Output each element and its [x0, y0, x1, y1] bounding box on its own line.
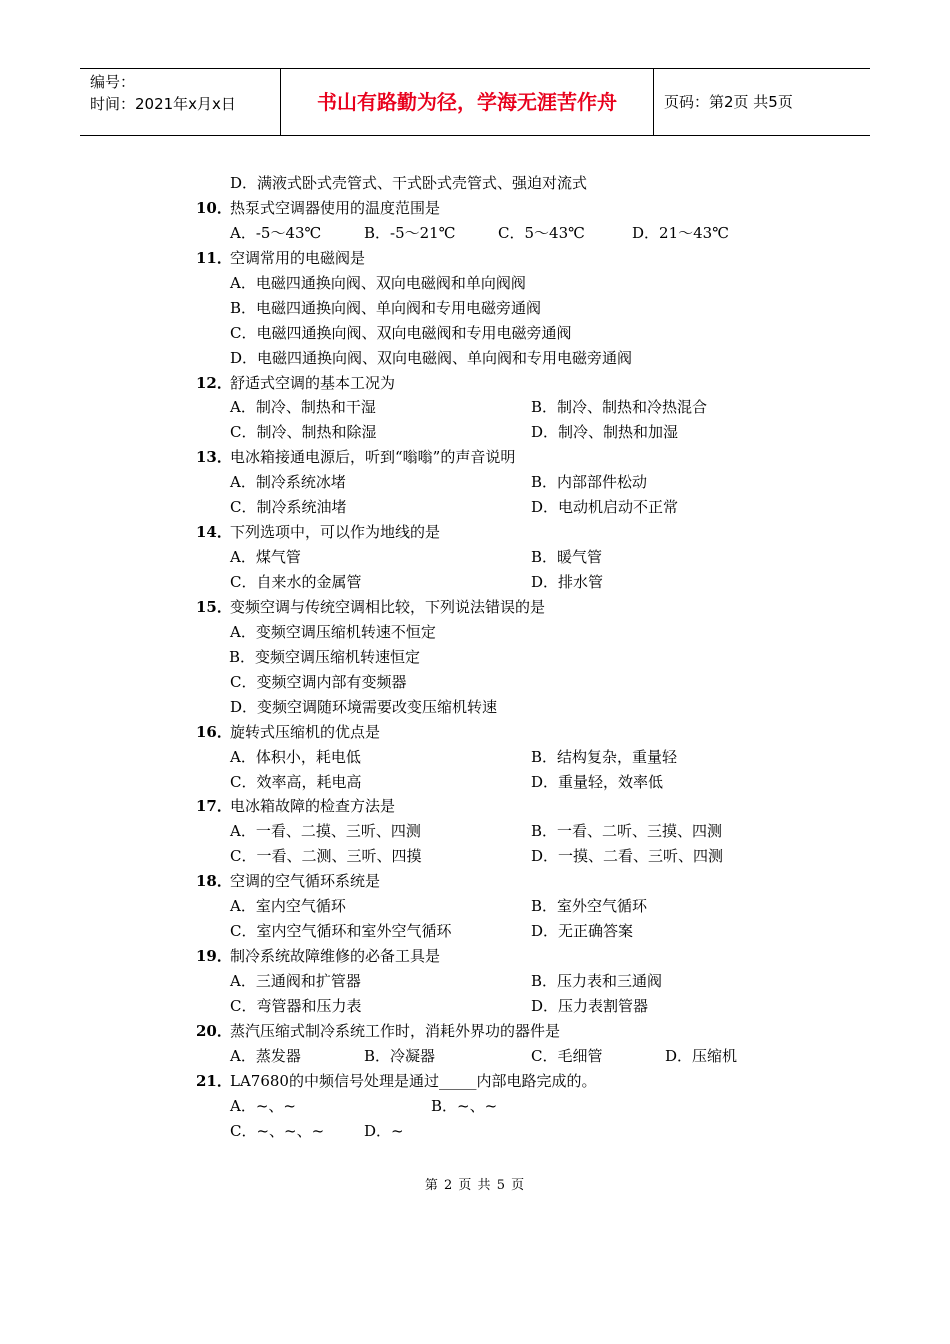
option-line — [0, 1119, 950, 1144]
option-a: A．制冷、制热和干湿 — [230, 398, 376, 417]
option-c: C．一看、二测、三听、四摸 — [230, 847, 422, 866]
option-d: D．排水管 — [531, 573, 604, 591]
option-line — [0, 670, 950, 695]
question-text: 电冰箱接通电源后，听到“嗡嗡”的声音说明 — [230, 448, 516, 467]
option-line — [0, 271, 950, 296]
question-13 — [0, 445, 950, 470]
question-number: 16． — [196, 722, 232, 741]
option-line — [0, 171, 950, 196]
question-19 — [0, 944, 950, 969]
option-line — [0, 919, 950, 944]
option-a: A．制冷系统冰堵 — [230, 473, 346, 492]
option-d: D．一摸、二看、三听、四测 — [531, 847, 724, 866]
question-15 — [0, 595, 950, 620]
option-c: C．毛细管 — [531, 1046, 603, 1065]
option-c: C．制冷、制热和除湿 — [230, 423, 377, 442]
question-number: 15． — [196, 597, 232, 616]
option-a: A．变频空调压缩机转速不恒定 — [230, 622, 436, 641]
question-text: 电冰箱故障的检查方法是 — [230, 797, 396, 816]
option-line — [0, 994, 950, 1019]
question-text: 变频空调与传统空调相比较，下列说法错误的是 — [230, 597, 546, 616]
number-label: 编号： — [90, 73, 136, 91]
question-text: LA7680的中频信号处理是通过_____内部电路完成的。 — [230, 1071, 597, 1090]
question-12 — [0, 371, 950, 396]
question-number: 11． — [196, 248, 232, 267]
page-footer: 第 2 页 共 5 页 — [424, 1178, 526, 1193]
question-20 — [0, 1019, 950, 1044]
question-number: 14． — [196, 523, 232, 542]
header-meta — [80, 69, 281, 135]
option-line — [0, 745, 950, 770]
option-line — [0, 420, 950, 445]
option-line — [0, 545, 950, 570]
option-line — [0, 395, 950, 420]
header-motto: 书山有路勤为径，学海无涯苦作舟 — [281, 69, 654, 135]
question-text: 旋转式压缩机的优点是 — [230, 722, 381, 741]
question-number: 10． — [196, 198, 232, 217]
document-header — [80, 68, 870, 136]
option-line — [0, 620, 950, 645]
question-21 — [0, 1069, 950, 1094]
option-d: D．满液式卧式壳管式、干式卧式壳管式、强迫对流式 — [230, 174, 588, 192]
option-b: B．冷凝器 — [364, 1046, 436, 1065]
option-line — [0, 470, 950, 495]
option-line — [0, 296, 950, 321]
question-text: 空调常用的电磁阀是 — [230, 248, 366, 267]
option-b: B．-5～21℃ — [364, 223, 456, 242]
question-number: 18． — [196, 872, 232, 891]
option-b: B．内部部件松动 — [531, 473, 648, 492]
option-b: B．暖气管 — [531, 548, 603, 567]
question-text: 制冷系统故障维修的必备工具是 — [230, 947, 441, 966]
question-number: 19． — [196, 947, 232, 966]
question-11 — [0, 246, 950, 271]
option-b: B．室外空气循环 — [531, 897, 648, 916]
option-a: A．电磁四通换向阀、双向电磁阀和单向阀阀 — [230, 273, 526, 292]
question-list — [0, 171, 950, 1144]
question-18 — [0, 869, 950, 894]
option-b: B．结构复杂，重量轻 — [531, 747, 678, 766]
question-17 — [0, 794, 950, 819]
option-a: A．煤气管 — [230, 548, 301, 567]
option-line — [0, 495, 950, 520]
option-c: C．效率高，耗电高 — [230, 772, 362, 791]
option-line — [0, 770, 950, 795]
option-line — [0, 894, 950, 919]
question-number: 13． — [196, 448, 232, 467]
option-line — [0, 844, 950, 869]
option-c: C．变频空调内部有变频器 — [230, 672, 407, 691]
option-line — [0, 819, 950, 844]
question-number: 21． — [196, 1071, 232, 1090]
option-c: C．电磁四通换向阀、双向电磁阀和专用电磁旁通阀 — [230, 323, 572, 342]
question-text: 下列选项中，可以作为地线的是 — [230, 523, 441, 542]
option-line — [0, 346, 950, 371]
option-c: C．弯管器和压力表 — [230, 996, 362, 1015]
option-d: D．压缩机 — [665, 1046, 738, 1065]
option-d: D．电动机启动不正常 — [531, 498, 679, 517]
option-line — [0, 969, 950, 994]
question-text: 蒸汽压缩式制冷系统工作时，消耗外界功的器件是 — [230, 1021, 561, 1040]
option-line — [0, 1094, 950, 1119]
option-a: A．一看、二摸、三听、四测 — [230, 822, 421, 841]
option-a: A．室内空气循环 — [230, 897, 346, 916]
option-b: B．~、~ — [431, 1096, 498, 1115]
option-a: A．体积小，耗电低 — [230, 747, 361, 766]
question-text: 空调的空气循环系统是 — [230, 872, 381, 891]
option-line — [0, 695, 950, 720]
header-page-info: 页码：第2页 共5页 — [664, 93, 793, 111]
option-a: A．蒸发器 — [230, 1046, 301, 1065]
option-b: B．电磁四通换向阀、单向阀和专用电磁旁通阀 — [230, 298, 542, 317]
option-d: D．重量轻，效率低 — [531, 772, 664, 791]
option-b: B．变频空调压缩机转速恒定 — [229, 647, 421, 666]
question-16 — [0, 720, 950, 745]
option-line — [0, 321, 950, 346]
option-c: C．~、~、~ — [230, 1121, 325, 1140]
question-number: 17． — [196, 797, 232, 816]
question-text: 热泵式空调器使用的温度范围是 — [230, 198, 441, 217]
option-d: D．压力表割管器 — [531, 996, 649, 1015]
option-d: D．电磁四通换向阀、双向电磁阀、单向阀和专用电磁旁通阀 — [230, 348, 633, 367]
option-a: A．~、~ — [230, 1096, 296, 1115]
option-c: C．5～43℃ — [498, 223, 585, 242]
question-number: 12． — [196, 373, 232, 392]
option-d: D．无正确答案 — [531, 922, 634, 941]
option-d: D．变频空调随环境需要改变压缩机转速 — [230, 697, 498, 716]
option-d: D．21～43℃ — [632, 223, 729, 242]
option-line — [0, 570, 950, 595]
option-a: A．三通阀和扩管器 — [230, 972, 361, 990]
option-b: B．一看、二听、三摸、四测 — [531, 822, 723, 841]
option-c: C．自来水的金属管 — [230, 573, 362, 591]
question-number: 20． — [196, 1021, 232, 1040]
question-text: 舒适式空调的基本工况为 — [230, 373, 396, 392]
option-line — [0, 645, 950, 670]
option-line — [0, 221, 950, 246]
question-14 — [0, 520, 950, 545]
question-10 — [0, 196, 950, 221]
option-c: C．室内空气循环和室外空气循环 — [230, 922, 452, 941]
option-c: C．制冷系统油堵 — [230, 498, 347, 517]
option-a: A．-5～43℃ — [230, 223, 322, 242]
option-d: D．~ — [364, 1121, 404, 1140]
option-d: D．制冷、制热和加湿 — [531, 423, 679, 442]
option-b: B．压力表和三通阀 — [531, 972, 663, 990]
time-label: 时间：2021年x月x日 — [90, 95, 236, 113]
option-line — [0, 1044, 950, 1069]
option-b: B．制冷、制热和冷热混合 — [531, 398, 708, 417]
